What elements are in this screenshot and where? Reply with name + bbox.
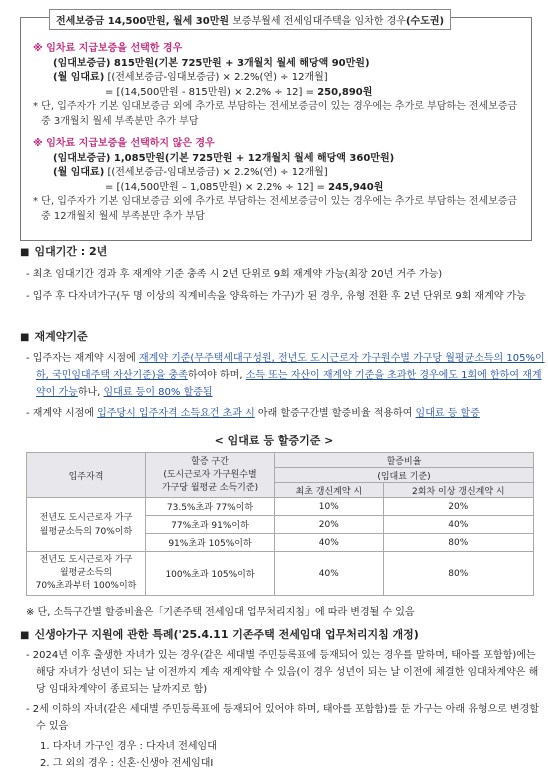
- table-row: [27, 498, 534, 516]
- renewal-surcharge-note: 임대료 등이 80% 할증됨: [103, 387, 213, 398]
- special-bullet-2: - 2세 이하의 자녀(같은 세대별 주민등록표에 등재되어 있어야 하며, 태아를 포함함)를 둔 가구는 아래 유형으로 변경할 수 있음: [26, 704, 539, 732]
- row4-first: 40%: [275, 552, 384, 596]
- row1-first: 10%: [275, 498, 384, 516]
- option1-note: * 단, 입주자가 기본 임대보증금 외에 추가로 부담하는 전세보증금이 있는 경우에는 추가로 부담하는 전세보증금 중 3개월치 월세 부족분만 추가 부담: [33, 101, 518, 127]
- rent-surcharge-note: 임대료 등 할증: [415, 408, 480, 419]
- example-title-region: (수도권): [405, 16, 445, 27]
- example-title-amount: 전세보증금 14,500만원, 월세 30만원: [56, 16, 230, 27]
- header-ratio-basis: (임대료 기준): [275, 468, 534, 483]
- table-row: [27, 552, 534, 596]
- row1-second: 20%: [383, 498, 533, 516]
- row2-range: 77%초과 91%이하: [146, 516, 275, 534]
- example-title-desc: 보증부월세 전세임대주택을 임차한 경우: [232, 16, 406, 27]
- row3-first: 40%: [275, 534, 384, 552]
- header-range: 할증 구간 (도시근로자 가구원수별 가구당 월평균 소득기준): [146, 453, 275, 498]
- row4-second: 80%: [383, 552, 533, 596]
- option2-header: ※ 임차료 지급보증을 선택하지 않은 경우: [33, 138, 215, 149]
- row3-second: 80%: [383, 534, 533, 552]
- renewal-exceed-note: 소득 또는 자산이 재계약 기준을 초과한 경우에도 1회에 한하여 재계약이 가능: [36, 370, 542, 398]
- option1-deposit: (임대보증금) 815만원(기본 725만원 + 3개월치 월세 해당액 90만원): [53, 57, 370, 69]
- option1-rent-formula: [(전세보증금-임대보증금) × 2.2%(연) ÷ 12개월]: [107, 72, 328, 83]
- header-first-renewal: 최초 갱신계약 시: [275, 483, 384, 498]
- header-qualification: 입주자격: [27, 453, 146, 498]
- option1-rent-calc: = [(14,500만원 - 815만원) × 2.2% ÷ 12] =: [105, 86, 315, 98]
- row1-range: 73.5%초과 77%이하: [146, 498, 275, 516]
- option2-rent-formula: [(전세보증금-임대보증금) × 2.2%(연) ÷ 12개월]: [107, 167, 328, 178]
- section-newborn-special: ■ 신생아가구 지원에 관한 특례('25.4.11 기존주택 전세임대 업무처리지침 개정): [20, 626, 419, 642]
- header-second-renewal: 2회차 이상 갱신계약 시: [383, 483, 533, 498]
- row3-range: 91%초과 105%이하: [146, 534, 275, 552]
- group2-label: 전년도 도시근로자 가구 월평균소득의 70%초과부터 100%이하: [27, 552, 146, 596]
- row4-range: 100%초과 105%이하: [146, 552, 275, 596]
- renewal-bullet-2: - 재계약 시점에 입주당시 입주자격 소득요건 초과 시 아래 할증구간별 할증비율 적용하여 임대료 등 할증: [26, 408, 480, 419]
- option1-rent-result: 250,890원: [317, 86, 373, 98]
- example-box-title: [49, 9, 451, 30]
- renewal-criteria-link: 재계약 기준(무주택세대구성원, 전년도 도시근로자 가구원수별 가구당 월평균소득의 105%이하, 국민임대주택 자산기준)을 충족: [36, 353, 545, 381]
- special-sub-1: 1. 다자녀 가구인 경우 : 다자녀 전세임대: [40, 741, 217, 752]
- group1-label: 전년도 도시근로자 가구 월평균소득의 70%이하: [27, 498, 146, 552]
- row2-second: 40%: [383, 516, 533, 534]
- option1-header: ※ 임차료 지급보증을 선택한 경우: [33, 43, 183, 54]
- period-bullet-1: - 최초 임대기간 경과 후 재계약 기준 충족 시 2년 단위로 9회 재계약 가능(최장 20년 거주 가능): [26, 269, 443, 280]
- row2-first: 20%: [275, 516, 384, 534]
- option2-rent-label: (월 임대료): [53, 167, 105, 178]
- surcharge-table: [26, 452, 534, 596]
- special-bullet-1: - 2024년 이후 출생한 자녀가 있는 경우(같은 세대별 주민등록표에 등재되어 있는 경우를 말하며, 태아를 포함함)에는 해당 자녀가 성년이 되는 날 이전까지 계속 재계약할 수 있음(이 경우 성년이 되는 날 이전에 체결한 임대차계약은 해당 임대차계약이 종료되는 날까지로 함): [26, 650, 539, 695]
- surcharge-table-title: < 임대료 등 할증기준 >: [214, 434, 334, 447]
- option2-rent-result: 245,940원: [328, 181, 384, 193]
- table-remark: ※ 단, 소득구간별 할증비율은「기존주택 전세임대 업무처리지침」에 따라 변경될 수 있음: [26, 607, 415, 618]
- special-sub-2: 2. 그 외의 경우 : 신혼·신생아 전세임대Ⅰ: [40, 758, 214, 769]
- option2-deposit: (임대보증금) 1,085만원(기본 725만원 + 12개월치 월세 해당액 360만원): [53, 152, 395, 164]
- renewal-bullet-1: - 입주자는 재계약 시점에 재계약 기준(무주택세대구성원, 전년도 도시근로자 가구원수별 가구당 월평균소득의 105%이하, 국민임대주택 자산기준)을 충족하여야 하며, 소득 또는 자산이 재계약 기준을 초과한 경우에도 1회에 한하여 재계약이 가능하나, 임대료 등이 80% 할증됨: [26, 353, 545, 398]
- period-bullet-2: - 입주 후 다자녀가구(두 명 이상의 직계비속을 양육하는 가구)가 된 경우, 유형 전환 후 2년 단위로 9회 재계약 가능: [26, 291, 526, 302]
- option2-note: * 단, 입주자가 기본 임대보증금 외에 추가로 부담하는 전세보증금이 있는 경우에는 추가로 부담하는 전세보증금 중 12개월치 월세 부족분만 추가 부담: [33, 196, 518, 222]
- example-box: [20, 17, 532, 241]
- income-exceed-note: 입주당시 입주자격 소득요건 초과 시: [97, 408, 255, 419]
- header-ratio: 할증비율: [275, 453, 534, 468]
- option1-rent-label: (월 임대료): [53, 72, 105, 83]
- section-lease-period: ■ 임대기간 : 2년: [20, 243, 107, 259]
- option2-rent-calc: = [(14,500만원 – 1,085만원) × 2.2% ÷ 12] =: [105, 181, 325, 193]
- section-renewal-criteria: ■ 재계약기준: [20, 328, 88, 344]
